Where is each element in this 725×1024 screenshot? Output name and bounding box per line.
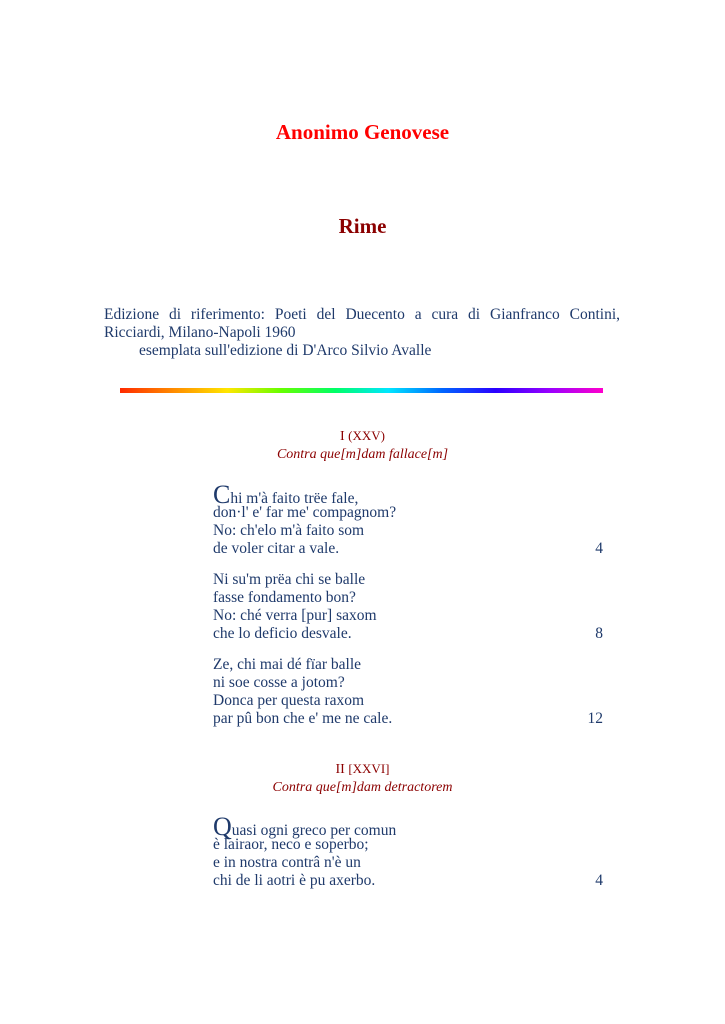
poem-1-subtitle: Contra que[m]dam fallace[m] (276, 447, 449, 462)
work-title: Rime (338, 214, 387, 238)
verse-line: don·l' e' far me' compagnom? (213, 504, 397, 521)
verse-line: No: ch'elo m'à faito som (213, 522, 365, 539)
verse-line: Donca per questa raxom (213, 692, 365, 709)
verse-line: è lairaor, neco e soperbo; (213, 836, 369, 853)
poem-2-subtitle: Contra que[m]dam detractorem (272, 780, 453, 795)
verse-line: Ni su'm prëa chi se balle (213, 571, 366, 588)
stanza (213, 480, 603, 558)
verse-line: e in nostra contrâ n'è un (213, 854, 361, 871)
poem-1-heading (0, 427, 725, 464)
stanza (213, 812, 603, 890)
rainbow-divider (120, 388, 603, 393)
edition-source: esemplata sull'edizione di D'Arco Silvio Avalle (139, 342, 432, 359)
edition-reference: Edizione di riferimento: Poeti del Duecento a cura di Gianfranco Contini, Ricciardi, Milano-Napoli 1960 (104, 306, 620, 341)
author-heading: Anonimo Genovese (275, 120, 450, 144)
verse-number: 4 (595, 872, 603, 889)
stanza (213, 571, 603, 643)
poem-1-body (213, 480, 603, 741)
verse-line: No: ché verra [pur] saxom (213, 607, 377, 624)
poem-2-number: II [XXVI] (335, 761, 390, 777)
verse-line: Chi m'à faito trëe fale, (213, 480, 359, 509)
verse-line: de voler citar a vale. 4 (213, 540, 603, 557)
verse-number: 8 (595, 625, 603, 642)
drop-cap: C (213, 480, 231, 509)
verse-line: ni soe cosse a jotom? (213, 674, 345, 691)
verse-line: Ze, chi mai dé fïar balle (213, 656, 362, 673)
stanza (213, 656, 603, 728)
verse-line: fasse fondamento bon? (213, 589, 356, 606)
verse-line: par pû bon che e' me ne cale. 12 (213, 710, 603, 727)
poem-2-body (213, 812, 603, 903)
verse-line: che lo deficio desvale. 8 (213, 625, 603, 642)
verse-number: 12 (587, 710, 603, 727)
poem-2-heading (0, 760, 725, 797)
verse-number: 4 (595, 540, 603, 557)
verse-line: Quasi ogni greco per comun (213, 812, 397, 841)
edition-note (104, 306, 620, 360)
poem-1-number: I (XXV) (340, 428, 385, 444)
verse-line: chi de li aotri è pu axerbo. 4 (213, 872, 603, 889)
drop-cap: Q (213, 812, 232, 841)
